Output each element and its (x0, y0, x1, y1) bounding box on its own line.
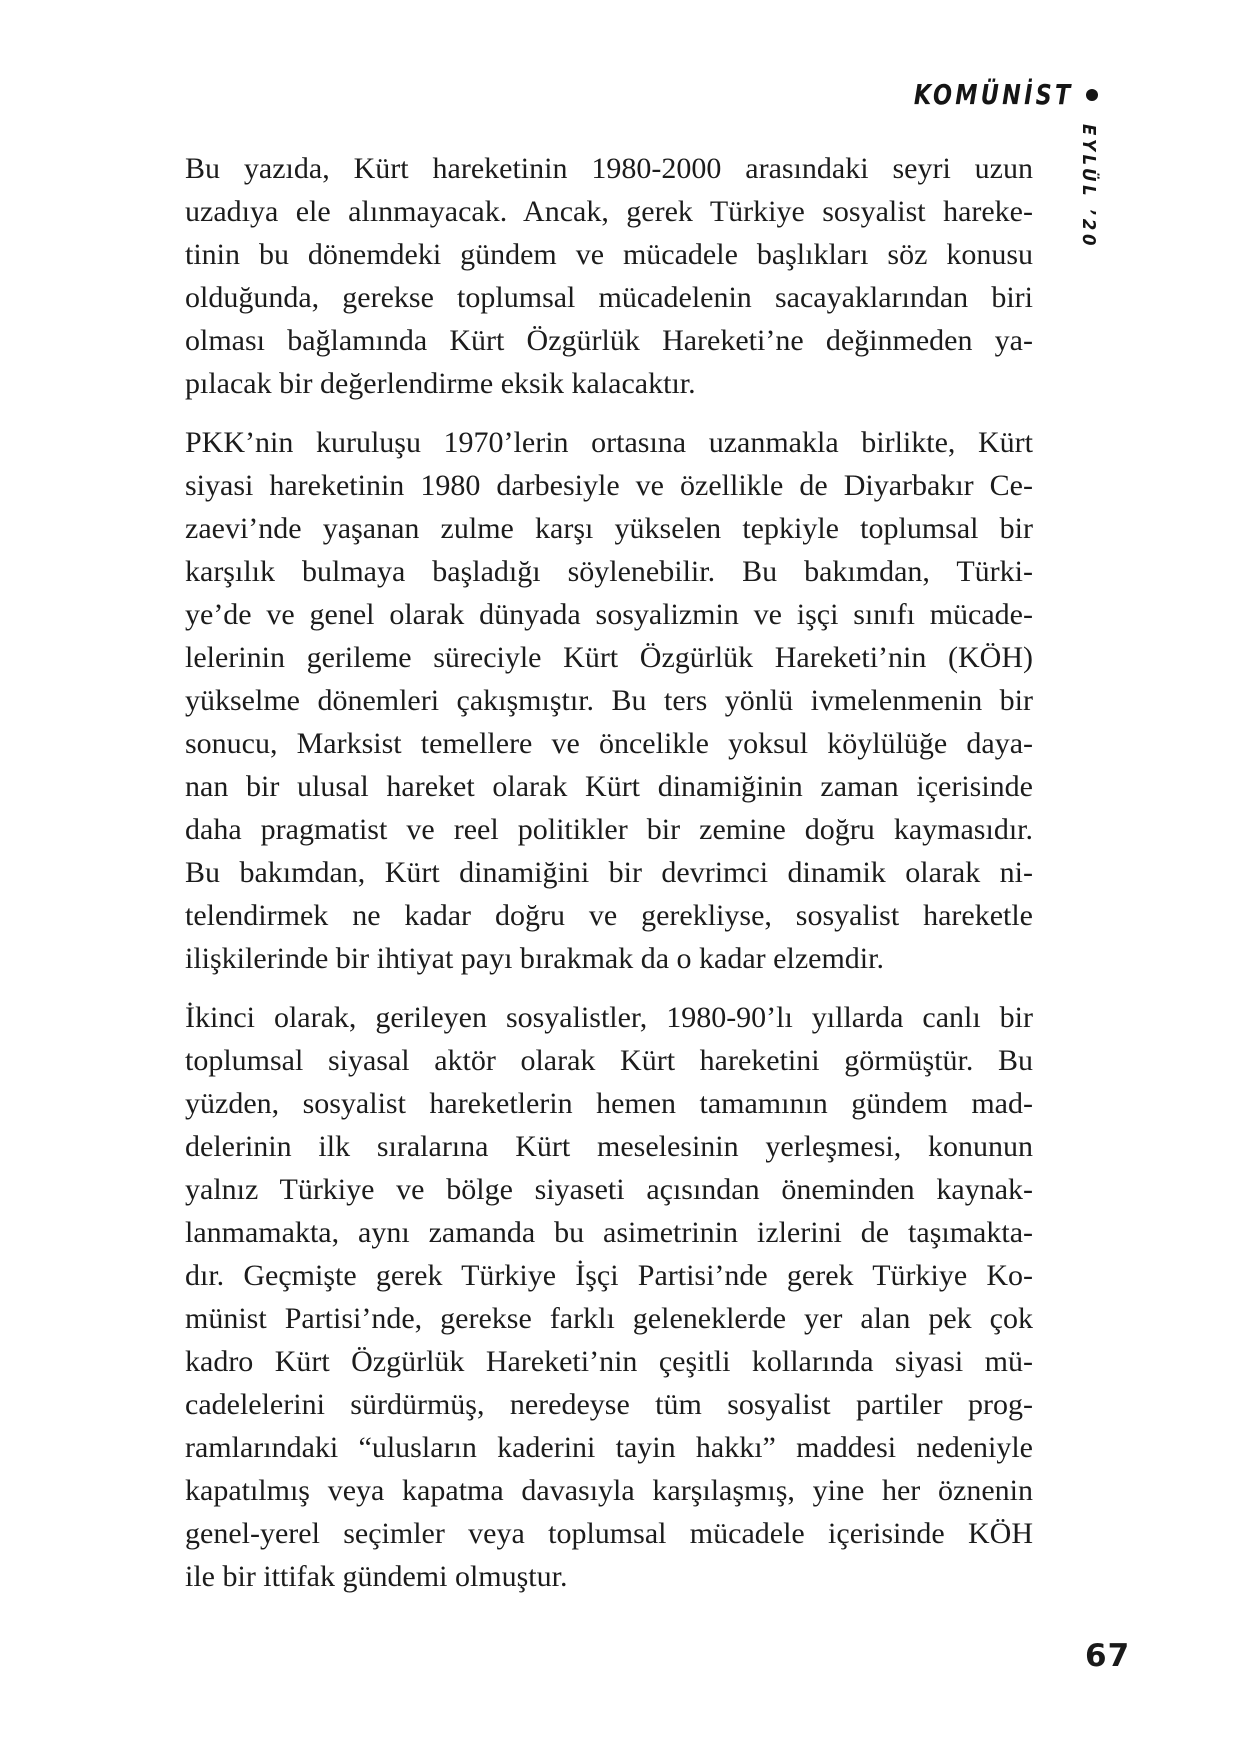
text-line: cadelelerini sürdürmüş, neredeyse tüm sosyalist partiler prog- (185, 1388, 1033, 1421)
page-number: 67 (1085, 1638, 1131, 1674)
issue-label-vertical: EYLÜL ’20 (1078, 124, 1099, 250)
text-line: kadro Kürt Özgürlük Hareketi’nin çeşitli kollarında siyasi mü- (185, 1345, 1033, 1378)
text-line: toplumsal siyasal aktör olarak Kürt hareketini görmüştür. Bu (185, 1044, 1033, 1077)
paragraph-3 (185, 996, 1033, 1598)
text-line: PKK’nin kuruluşu 1970’lerin ortasına uzanmakla birlikte, Kürt (185, 426, 1033, 459)
text-line: genel-yerel seçimler veya toplumsal mücadele içerisinde KÖH (185, 1517, 1033, 1550)
text-line: lanmamakta, aynı zamanda bu asimetrinin izlerini de taşımakta- (185, 1216, 1033, 1249)
paragraph-2 (185, 421, 1033, 980)
text-line: Bu bakımdan, Kürt dinamiğini bir devrimci dinamik olarak ni- (185, 856, 1033, 889)
text-line: tinin bu dönemdeki gündem ve mücadele başlıkları söz konusu (185, 238, 1033, 271)
text-line: olduğunda, gerekse toplumsal mücadelenin sacayaklarından biri (185, 281, 1033, 314)
text-line: münist Partisi’nde, gerekse farklı geleneklerde yer alan pek çok (185, 1302, 1033, 1335)
text-line: yükselme dönemleri çakışmıştır. Bu ters yönlü ivmelenmenin bir (185, 684, 1033, 717)
article-body (185, 147, 1033, 1598)
text-line: telendirmek ne kadar doğru ve gerekliyse, sosyalist hareketle (185, 899, 1033, 932)
text-line: olması bağlamında Kürt Özgürlük Hareketi’ne değinmeden ya- (185, 324, 1033, 357)
text-line: ramlarındaki “ulusların kaderini tayin hakkı” maddesi nedeniyle (185, 1431, 1033, 1464)
text-line: ye’de ve genel olarak dünyada sosyalizmin ve işçi sınıfı mücade- (185, 598, 1033, 631)
text-line: lelerinin gerileme süreciyle Kürt Özgürlük Hareketi’nin (KÖH) (185, 641, 1033, 674)
text-line: yüzden, sosyalist hareketlerin hemen tamamının gündem mad- (185, 1087, 1033, 1120)
text-line: pılacak bir değerlendirme eksik kalacaktır. (185, 367, 696, 400)
text-line: daha pragmatist ve reel politikler bir zemine doğru kaymasıdır. (185, 813, 1033, 846)
text-line: ile bir ittifak gündemi olmuştur. (185, 1560, 568, 1593)
text-line: uzadıya ele alınmayacak. Ancak, gerek Türkiye sosyalist hareke- (185, 195, 1033, 228)
text-line: siyasi hareketinin 1980 darbesiyle ve özellikle de Diyarbakır Ce- (185, 469, 1033, 502)
text-line: zaevi’nde yaşanan zulme karşı yükselen tepkiyle toplumsal bir (185, 512, 1033, 545)
text-line: dır. Geçmişte gerek Türkiye İşçi Partisi’nde gerek Türkiye Ko- (185, 1259, 1033, 1292)
text-line: karşılık bulmaya başladığı söylenebilir. Bu bakımdan, Türki- (185, 555, 1033, 588)
text-line: delerinin ilk sıralarına Kürt meselesinin yerleşmesi, konunun (185, 1130, 1033, 1163)
journal-title: KOMÜNİST (913, 78, 1073, 111)
text-line: nan bir ulusal hareket olarak Kürt dinamiğinin zaman içerisinde (185, 770, 1033, 803)
text-line: ilişkilerinde bir ihtiyat payı bırakmak da o kadar elzemdir. (185, 942, 884, 975)
text-line: İkinci olarak, gerileyen sosyalistler, 1980-90’lı yıllarda canlı bir (185, 1001, 1033, 1034)
text-line: sonucu, Marksist temellere ve öncelikle yoksul köylülüğe daya- (185, 727, 1033, 760)
text-line: Bu yazıda, Kürt hareketinin 1980-2000 arasındaki seyri uzun (185, 152, 1033, 185)
paragraph-1 (185, 147, 1033, 405)
text-line: kapatılmış veya kapatma davasıyla karşılaşmış, yine her öznenin (185, 1474, 1033, 1507)
text-line: yalnız Türkiye ve bölge siyaseti açısından öneminden kaynak- (185, 1173, 1033, 1206)
page-header (874, 78, 1098, 111)
bullet-icon (1086, 89, 1098, 101)
